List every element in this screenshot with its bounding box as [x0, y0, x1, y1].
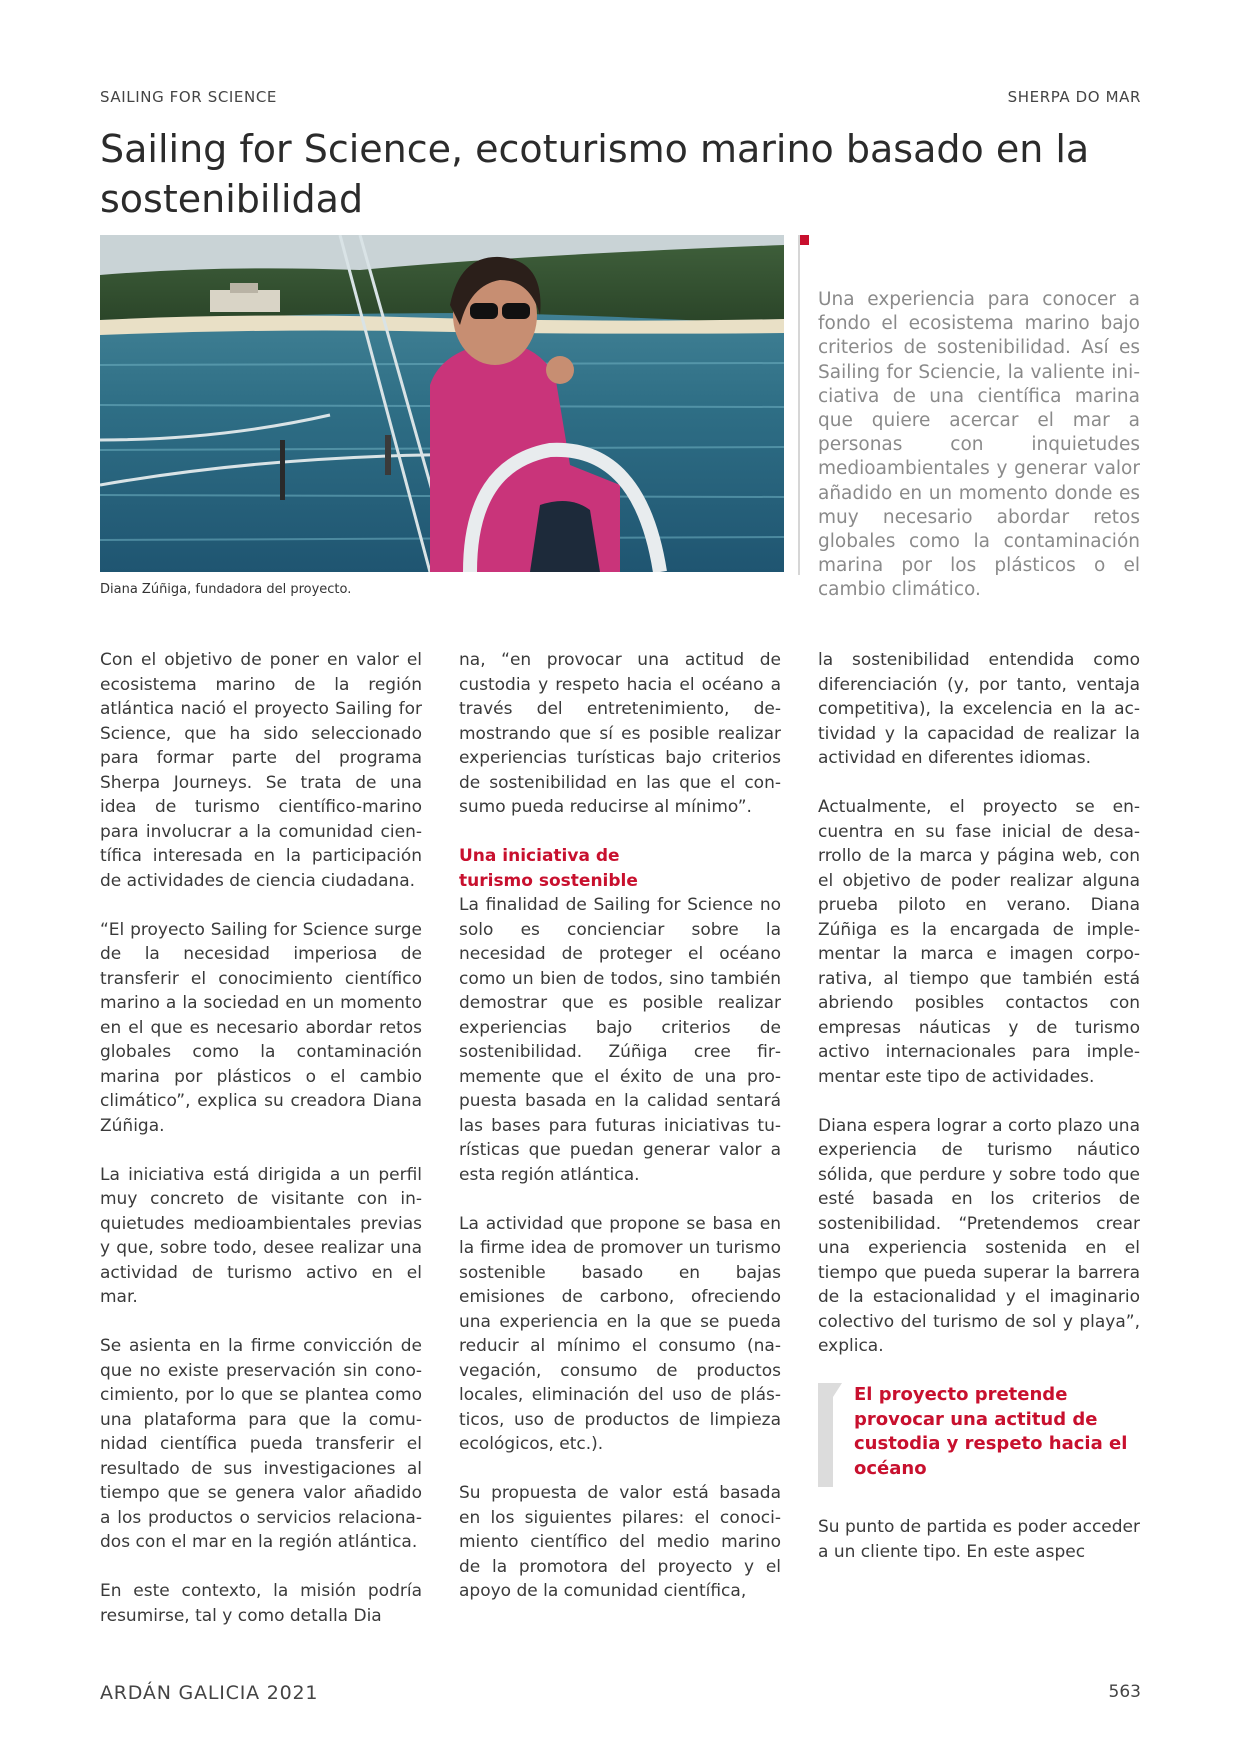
paragraph: La finalidad de Sailing for Science no solo es concienciar sobre la necesidad de proteger el océano como un bien de todos, sino también demostrar que es posible realizar experiencias bajo criterios de sostenibilidad. Zúñiga cree firmemente que el éxito de una propuesta basada en la calidad sentará las bases para futuras iniciativas turísticas que puedan generar valor a esta región atlántica. [459, 895, 781, 1185]
paragraph: Actualmente, el proyecto se encuentra en su fase inicial de desarrollo de la marca y página web, con el objetivo de poder realizar alguna prueba piloto en verano. Diana Zúñiga es la encargada de implementar la marca e imagen corporativa, al tiempo que también está abriendo posibles contactos con empresas náuticas y de turismo activo internacionales para implementar este tipo de actividades. [818, 797, 1140, 1087]
paragraph: La iniciativa está dirigida a un perfil muy concreto de visitante con inquietudes medioambientales previas y que, sobre todo, desee realizar una actividad de turismo activo en el mar. [100, 1164, 422, 1307]
paragraph: Su propuesta de valor está basada en los siguientes pilares: el conocimiento científico del medio marino de la promotora del proyecto y el apoyo de la comunidad científica, [459, 1483, 781, 1601]
paragraph: Diana espera lograr a corto plazo una experiencia de turismo náutico sólida, que perdure y sobre todo que esté basada en los criterios de sostenibilidad. “Pretendemos crear una experiencia sostenida en el tiempo que pueda superar la barrera de la estacionalidad y el imaginario colectivo del turismo de sol y playa”, explica. [818, 1115, 1140, 1356]
column-3 [818, 648, 1140, 1589]
paragraph: Con el objetivo de poner en valor el ecosistema marino de la región atlántica nació el proyecto Sailing for Science, que ha sido seleccionado para formar parte del programa Sherpa Journeys. Se trata de una idea de turismo científico-marino para involucrar a la comunidad científica interesada en la participación de actividades de ciencia ciudadana. [100, 650, 422, 891]
paragraph: Su punto de partida es poder acceder a un cliente tipo. En este aspec [818, 1517, 1140, 1562]
article-title: Sailing for Science, ecoturismo marino basado en la sostenibilidad [100, 127, 1090, 221]
quote-bar-icon [818, 1383, 833, 1487]
subheading-line: turismo sostenible [459, 870, 638, 891]
accent-marker [800, 235, 809, 245]
lead-paragraph: Una experiencia para conocer a fondo el ecosistema marino bajo criterios de sostenibilidad. Así es Sailing for Sciencie, la valiente iniciativa de una científica marina que quiere acercar el mar a personas con inquietudes medioambientales y generar valor añadido en un momento donde es muy necesario abordar retos globales como la contaminación marina por los plásticos o el cambio climático. [818, 289, 1140, 601]
photo-caption: Diana Zúñiga, fundadora del proyecto. [100, 582, 352, 597]
publication-name: ARDÁN GALICIA 2021 [100, 1682, 319, 1704]
paragraph: na, “en provocar una actitud de custodia y respeto hacia el océano a través del entretenimiento, demostrando que sí es posible realizar experiencias turísticas bajo criterios de sostenibilidad en las que el consumo pueda reducirse al mínimo”. [459, 650, 781, 817]
paragraph: En este contexto, la misión podría resumirse, tal y como detalla Dia [100, 1581, 422, 1626]
section-header: SAILING FOR SCIENCE [100, 88, 277, 106]
pull-quote [818, 1383, 1140, 1481]
paragraph: La actividad que propone se basa en la firme idea de promover un turismo sostenible basado en bajas emisiones de carbono, ofreciendo una experiencia en la que se pueda reducir al mínimo el consumo (navegación, consumo de productos locales, eliminación del uso de plásticos, uso de productos de limpieza ecológicos, etc.). [459, 1213, 781, 1454]
column-1 [100, 648, 422, 1653]
company-header: SHERPA DO MAR [1007, 88, 1141, 106]
pull-quote-text: El proyecto pretende provocar una actitud de custodia y respeto hacia el océano [854, 1384, 1128, 1479]
section-subheading [459, 844, 781, 893]
article-photo [100, 235, 784, 572]
subheading-line: Una iniciativa de [459, 846, 620, 866]
lead-divider [798, 235, 800, 575]
page-number: 563 [1108, 1682, 1141, 1702]
paragraph: Se asienta en la firme convicción de que no existe preservación sin conocimiento, por lo que se plantea como una plataforma para que la comunidad científica pueda transferir el resultado de sus investigaciones al tiempo que se genera valor añadido a los productos o servicios relacionados con el mar en la región atlántica. [100, 1336, 422, 1552]
paragraph: la sostenibilidad entendida como diferenciación (y, por tanto, ventaja competitiva), la excelencia en la actividad y la capacidad de realizar la actividad en diferentes idiomas. [818, 650, 1140, 768]
paragraph: “El proyecto Sailing for Science surge de la necesidad imperiosa de transferir el conocimiento científico marino a la sociedad en un momento en el que es necesario abordar retos globales como la contaminación marina por plásticos o el cambio climático”, explica su creadora Diana Zúñiga. [100, 919, 422, 1136]
column-2 [459, 648, 781, 1628]
